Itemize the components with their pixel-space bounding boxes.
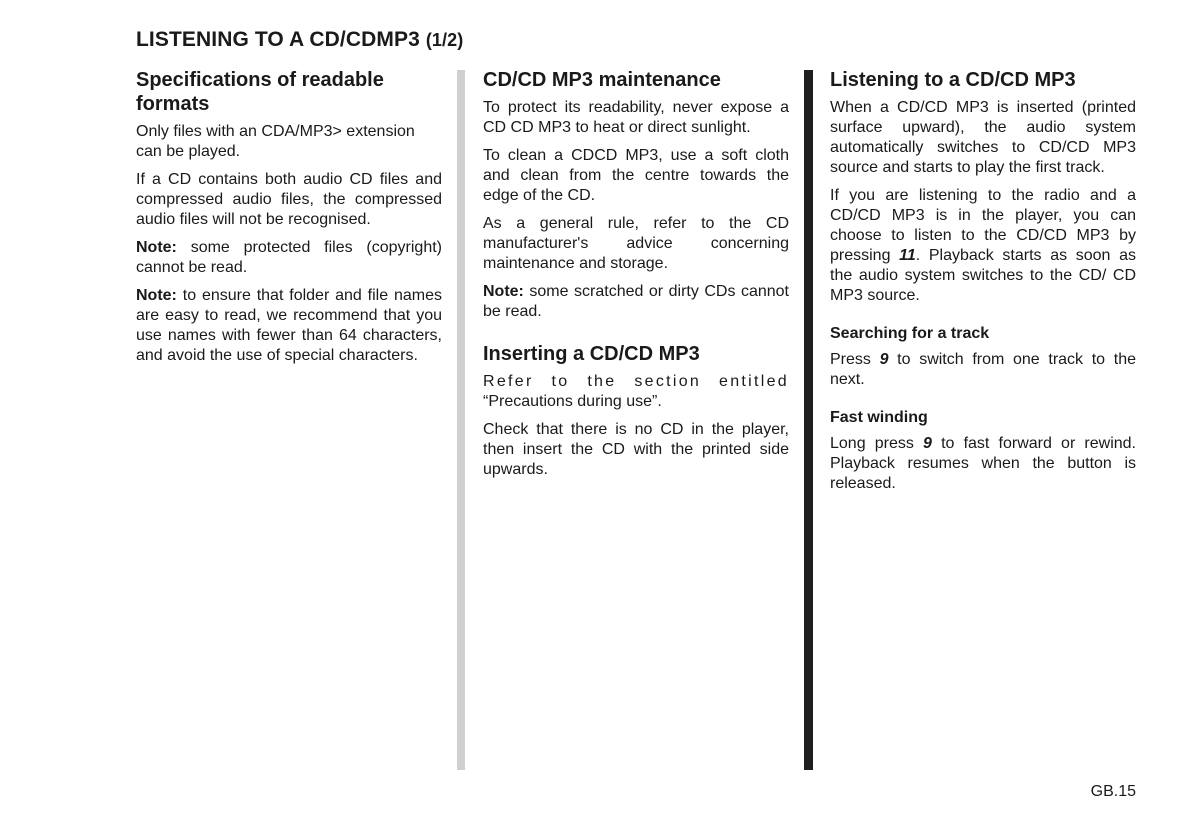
- searching-paragraph: [830, 350, 1136, 390]
- maintenance-paragraph-2: To clean a CDCD MP3, use a soft cloth and clean from the centre towards the edge of the CD.: [483, 147, 789, 204]
- formats-note-1: [136, 238, 442, 278]
- text-segment: Press: [830, 351, 880, 368]
- maintenance-paragraph-1: To protect its readability, never expose a CD CD MP3 to heat or direct sunlight.: [483, 99, 789, 136]
- note-text: to ensure that folder and file names are easy to read, we recommend that you use names with fewer than 64 characters, and avoid the use of special characters.: [136, 287, 442, 364]
- formats-paragraph-2: If a CD contains both audio CD files and compressed audio files, the compressed audio files will not be recognised.: [136, 171, 442, 228]
- inserting-paragraph-1-line-1: Refer to the section entitled: [483, 373, 789, 390]
- text-segment: to fast forward or rewind. Playback resumes when the button is released.: [830, 435, 1137, 492]
- text-segment: If you are listening to the radio and a CD/CD MP3 is in the player, you can choose to listen to the CD/CD MP3 by pressing: [830, 187, 1136, 264]
- page-title: [136, 28, 463, 52]
- page-part-indicator: (1/2): [425, 30, 464, 50]
- note-text: some scratched or dirty CDs cannot be read.: [483, 283, 789, 320]
- searching-subheading: Searching for a track: [830, 325, 990, 342]
- inserting-paragraph-1: [483, 372, 789, 412]
- maintenance-paragraph-3: As a general rule, refer to the CD manufacturer's advice concerning maintenance and storage.: [483, 215, 789, 272]
- button-11-reference: 11: [899, 247, 916, 264]
- text-segment: Long press: [830, 435, 924, 452]
- note-label: Note:: [483, 283, 524, 300]
- inserting-heading: Inserting a CD/CD MP3: [483, 343, 700, 365]
- maintenance-heading: CD/CD MP3 maintenance: [483, 69, 721, 91]
- column-listening: [830, 68, 1136, 502]
- page-number: GB.15: [1090, 783, 1136, 800]
- formats-paragraph-1: Only files with an CDA/MP3> extension can be played.: [136, 123, 415, 160]
- button-9-reference: 9: [923, 435, 932, 452]
- button-9-reference: 9: [879, 351, 889, 368]
- column-divider-dark: [804, 70, 813, 770]
- column-maintenance: [483, 68, 789, 488]
- formats-note-2: [136, 286, 442, 366]
- note-text: some protected files (copyright) cannot be read.: [136, 239, 442, 276]
- listening-paragraph-1: When a CD/CD MP3 is inserted (printed surface upward), the audio system automatically switches to CD/CD MP3 source and starts to play the first track.: [830, 99, 1136, 176]
- page-title-text: LISTENING TO A CD/CDMP3: [136, 28, 420, 51]
- maintenance-note: [483, 282, 789, 322]
- text-segment: . Playback starts as soon as the audio system switches to the CD/ CD MP3 source.: [830, 247, 1137, 304]
- fast-winding-paragraph: [830, 434, 1136, 494]
- inserting-paragraph-1-line-2: “Precautions during use”.: [483, 393, 662, 410]
- note-label: Note:: [136, 287, 177, 304]
- text-segment: to switch from one track to the next.: [830, 351, 1136, 388]
- column-formats: [136, 68, 442, 374]
- listening-heading: Listening to a CD/CD MP3: [830, 69, 1076, 91]
- fast-winding-subheading: Fast winding: [830, 409, 928, 426]
- column-divider-light: [457, 70, 465, 770]
- note-label: Note:: [136, 239, 177, 256]
- inserting-paragraph-2: Check that there is no CD in the player, then insert the CD with the printed side upwards.: [483, 421, 789, 478]
- formats-heading: Specifications of readable formats: [136, 69, 384, 115]
- listening-paragraph-2: [830, 186, 1136, 306]
